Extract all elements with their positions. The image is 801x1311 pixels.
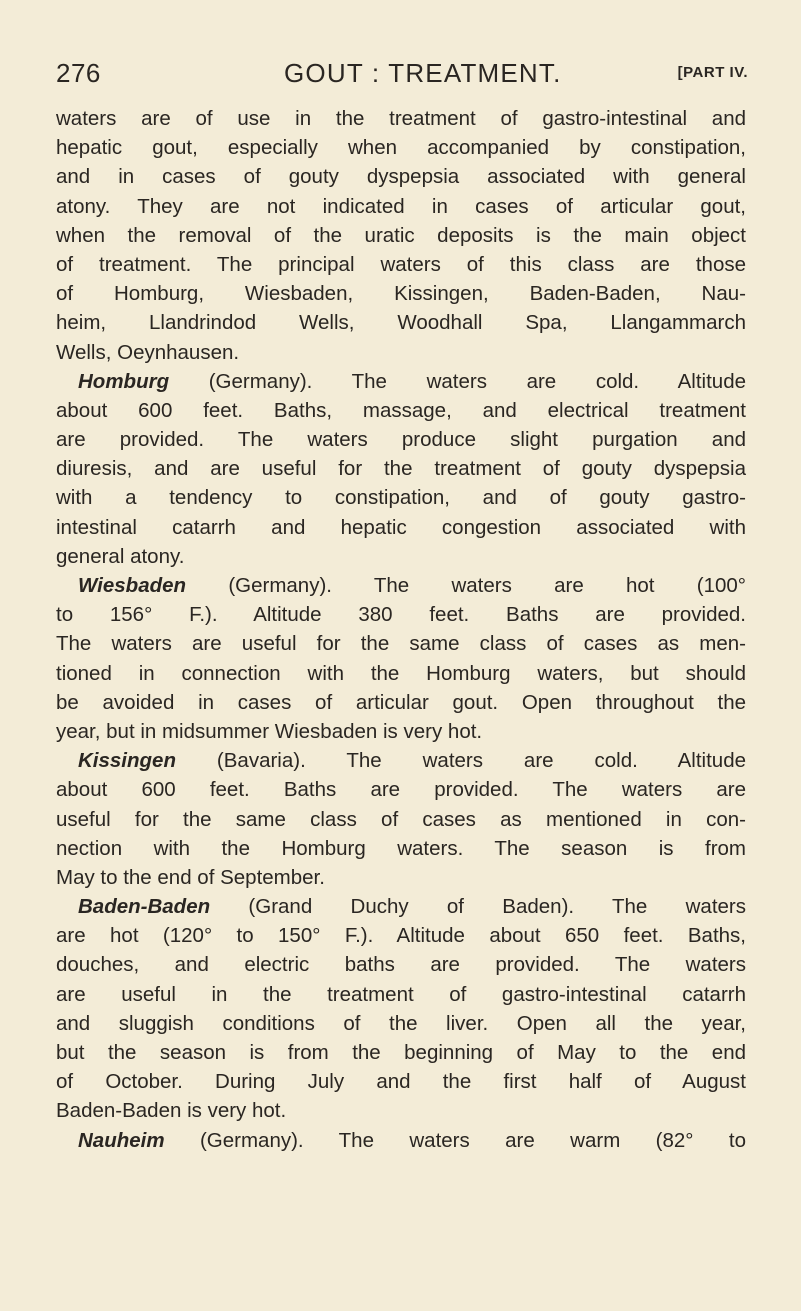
text-line bbox=[56, 250, 746, 279]
text-line bbox=[56, 1126, 746, 1155]
text-line bbox=[56, 192, 746, 221]
line-text: waters are of use in the treatment of gastro-intestinal and bbox=[56, 107, 746, 130]
part-label: [PART IV. bbox=[677, 64, 748, 81]
line-text: of Homburg, Wiesbaden, Kissingen, Baden-Baden, Nau- bbox=[56, 282, 746, 306]
place-name: Nauheim bbox=[78, 1128, 165, 1152]
text-line bbox=[56, 659, 746, 688]
line-text: hepatic gout, especially when accompanied by constipation, bbox=[56, 136, 746, 160]
line-text: about 600 feet. Baths are provided. The waters are bbox=[56, 778, 746, 802]
text-line bbox=[56, 104, 746, 133]
text-line bbox=[56, 892, 746, 921]
text-line bbox=[56, 454, 746, 483]
line-text: douches, and electric baths are provided. The waters bbox=[56, 953, 746, 977]
line-text: (Germany). The waters are warm (82° to bbox=[164, 1128, 746, 1152]
line-text: Wells, Oeynhausen. bbox=[56, 340, 240, 364]
line-text: year, but in midsummer Wiesbaden is very hot. bbox=[56, 719, 483, 743]
line-text: May to the end of September. bbox=[56, 865, 325, 889]
text-line bbox=[56, 1038, 746, 1067]
line-text: but the season is from the beginning of May to the end bbox=[56, 1041, 746, 1064]
text-line bbox=[56, 950, 746, 979]
line-text: about 600 feet. Baths, massage, and electrical treatment bbox=[56, 398, 746, 422]
line-text: are useful in the treatment of gastro-intestinal catarrh bbox=[56, 982, 746, 1006]
line-text: be avoided in cases of articular gout. Open throughout the bbox=[56, 690, 746, 714]
line-text: with a tendency to constipation, and of gouty gastro- bbox=[56, 486, 746, 510]
text-line bbox=[56, 746, 746, 775]
text-line bbox=[56, 542, 746, 571]
text-line bbox=[56, 367, 746, 396]
line-text: intestinal catarrh and hepatic congestion associated with bbox=[56, 515, 746, 539]
running-head bbox=[56, 58, 748, 92]
text-line bbox=[56, 921, 746, 950]
text-line bbox=[56, 600, 746, 629]
text-line bbox=[56, 805, 746, 834]
line-text: of October. During July and the first half of August bbox=[56, 1070, 746, 1094]
line-text: diuresis, and are useful for the treatment of gouty dyspepsia bbox=[56, 457, 746, 481]
text-line bbox=[56, 425, 746, 454]
running-title: GOUT : TREATMENT. bbox=[284, 58, 562, 88]
text-line bbox=[56, 717, 746, 746]
line-text: The waters are useful for the same class of cases as men- bbox=[56, 632, 746, 656]
text-line bbox=[56, 162, 746, 191]
line-text: are hot (120° to 150° F.). Altitude about 650 feet. Baths, bbox=[56, 924, 746, 948]
place-name: Kissingen bbox=[78, 749, 176, 773]
text-line bbox=[56, 1067, 746, 1096]
line-text: tioned in connection with the Homburg waters, but should bbox=[56, 661, 746, 685]
page-number: 276 bbox=[56, 58, 101, 88]
text-line bbox=[56, 338, 746, 367]
text-line bbox=[56, 834, 746, 863]
line-text: to 156° F.). Altitude 380 feet. Baths are provided. bbox=[56, 603, 746, 627]
line-text: (Grand Duchy of Baden). The waters bbox=[210, 895, 746, 919]
line-text: are provided. The waters produce slight purgation and bbox=[56, 428, 746, 452]
line-text: (Bavaria). The waters are cold. Altitude bbox=[175, 749, 746, 773]
text-line bbox=[56, 133, 746, 162]
text-line bbox=[56, 1096, 746, 1125]
line-text: (Germany). The waters are hot (100° bbox=[186, 574, 746, 597]
place-name: Wiesbaden bbox=[78, 574, 187, 597]
place-name: Baden-Baden bbox=[78, 895, 211, 919]
line-text: and in cases of gouty dyspepsia associated with general bbox=[56, 165, 746, 189]
line-text: nection with the Homburg waters. The season is from bbox=[56, 836, 746, 860]
body-text bbox=[56, 104, 746, 1155]
text-line bbox=[56, 775, 746, 804]
text-line bbox=[56, 279, 746, 308]
line-text: heim, Llandrindod Wells, Woodhall Spa, Llangammarch bbox=[56, 311, 746, 335]
line-text: when the removal of the uratic deposits is the main object bbox=[56, 223, 746, 247]
text-line bbox=[56, 221, 746, 250]
line-text: useful for the same class of cases as mentioned in con- bbox=[56, 807, 746, 831]
text-line bbox=[56, 571, 746, 600]
text-line bbox=[56, 980, 746, 1009]
line-text: Baden-Baden is very hot. bbox=[56, 1099, 287, 1123]
line-text: and sluggish conditions of the liver. Open all the year, bbox=[56, 1011, 746, 1035]
text-line bbox=[56, 1009, 746, 1038]
place-name: Homburg bbox=[78, 369, 170, 393]
text-line bbox=[56, 863, 746, 892]
text-line bbox=[56, 308, 746, 337]
line-text: (Germany). The waters are cold. Altitude bbox=[169, 369, 746, 393]
line-text: atony. They are not indicated in cases of articular gout, bbox=[56, 194, 746, 218]
text-line bbox=[56, 688, 746, 717]
text-line bbox=[56, 396, 746, 425]
text-line bbox=[56, 483, 746, 512]
line-text: general atony. bbox=[56, 544, 185, 568]
text-line bbox=[56, 513, 746, 542]
line-text: of treatment. The principal waters of this class are those bbox=[56, 252, 746, 276]
text-line bbox=[56, 629, 746, 658]
